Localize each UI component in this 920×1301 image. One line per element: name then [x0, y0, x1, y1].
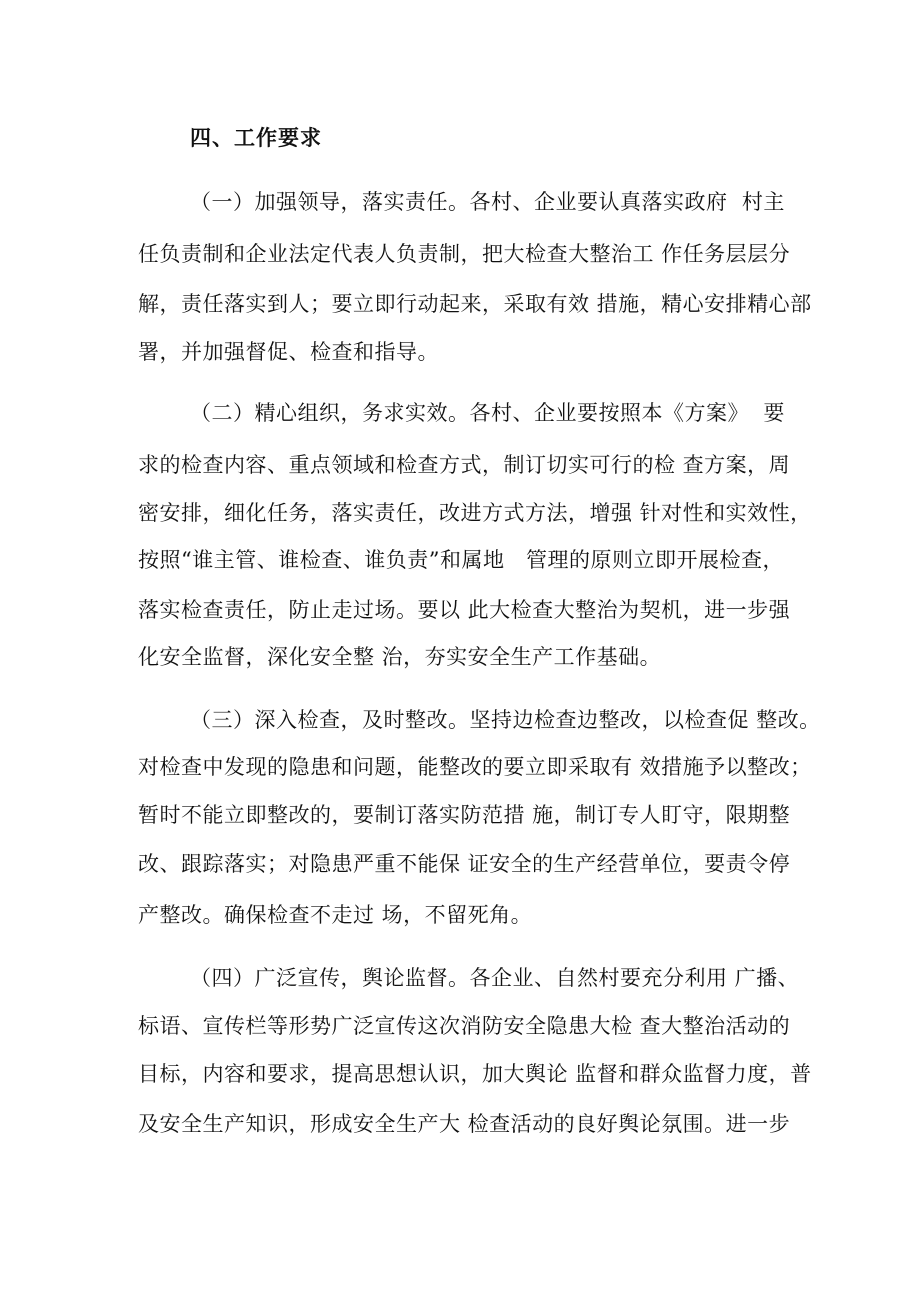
paragraph-4-line-3: 目标，内容和要求，提高思想认识，加大舆论 监督和群众监督力度，普 — [138, 1062, 812, 1086]
section-heading: 四、工作要求 — [190, 125, 322, 150]
paragraph-1-line-1: （一）加强领导，落实责任。各村、企业要认真落实政府 村主 — [190, 190, 785, 214]
paragraph-2-line-6: 化安全监督，深化安全整 治，夯实安全生产工作基础。 — [138, 645, 662, 669]
paragraph-3-line-5: 产整改。确保检查不走过 场，不留死角。 — [138, 903, 533, 927]
paragraph-3-line-2: 对检查中发现的隐患和问题，能整改的要立即采取有 效措施予以整改； — [138, 755, 812, 779]
paragraph-2-line-4: 按照“谁主管、谁检查、谁负责”和属地 管理的原则立即开展检查， — [138, 548, 784, 572]
paragraph-3-line-4: 改、跟踪落实；对隐患严重不能保 证安全的生产经营单位，要责令停 — [138, 852, 791, 876]
paragraph-2-line-1: （二）精心组织，务求实效。各村、企业要按照本《方案》 要 — [190, 401, 785, 425]
paragraph-2-line-5: 落实检查责任，防止走过场。要以 此大检查大整治为契机，进一步强 — [138, 598, 791, 622]
paragraph-2-line-3: 密安排，细化任务，落实责任，改进方式方法，增强 针对性和实效性， — [138, 501, 812, 525]
paragraph-4-line-2: 标语、宣传栏等形势广泛宣传这次消防安全隐患大检 查大整治活动的 — [138, 1014, 791, 1038]
paragraph-2-line-2: 求的检查内容、重点领域和检查方式，制订切实可行的检 查方案，周 — [138, 453, 791, 477]
paragraph-3-line-3: 暂时不能立即整改的，要制订落实防范措 施，制订专人盯守，限期整 — [138, 803, 791, 827]
paragraph-1-line-3: 解，责任落实到人；要立即行动起来，采取有效 措施，精心安排精心部 — [138, 292, 812, 316]
paragraph-4-line-4: 及安全生产知识，形成安全生产大 检查活动的良好舆论氛围。进一步 — [138, 1112, 791, 1136]
paragraph-3-line-1: （三）深入检查，及时整改。坚持边检查边整改，以检查促 整改。 — [190, 708, 821, 732]
paragraph-1-line-4: 署，并加强督促、检查和指导。 — [138, 340, 439, 364]
paragraph-1-line-2: 任负责制和企业法定代表人负责制，把大检查大整治工 作任务层层分 — [138, 242, 791, 266]
paragraph-4-line-1: （四）广泛宣传，舆论监督。各企业、自然村要充分利用 广播、 — [190, 966, 800, 990]
